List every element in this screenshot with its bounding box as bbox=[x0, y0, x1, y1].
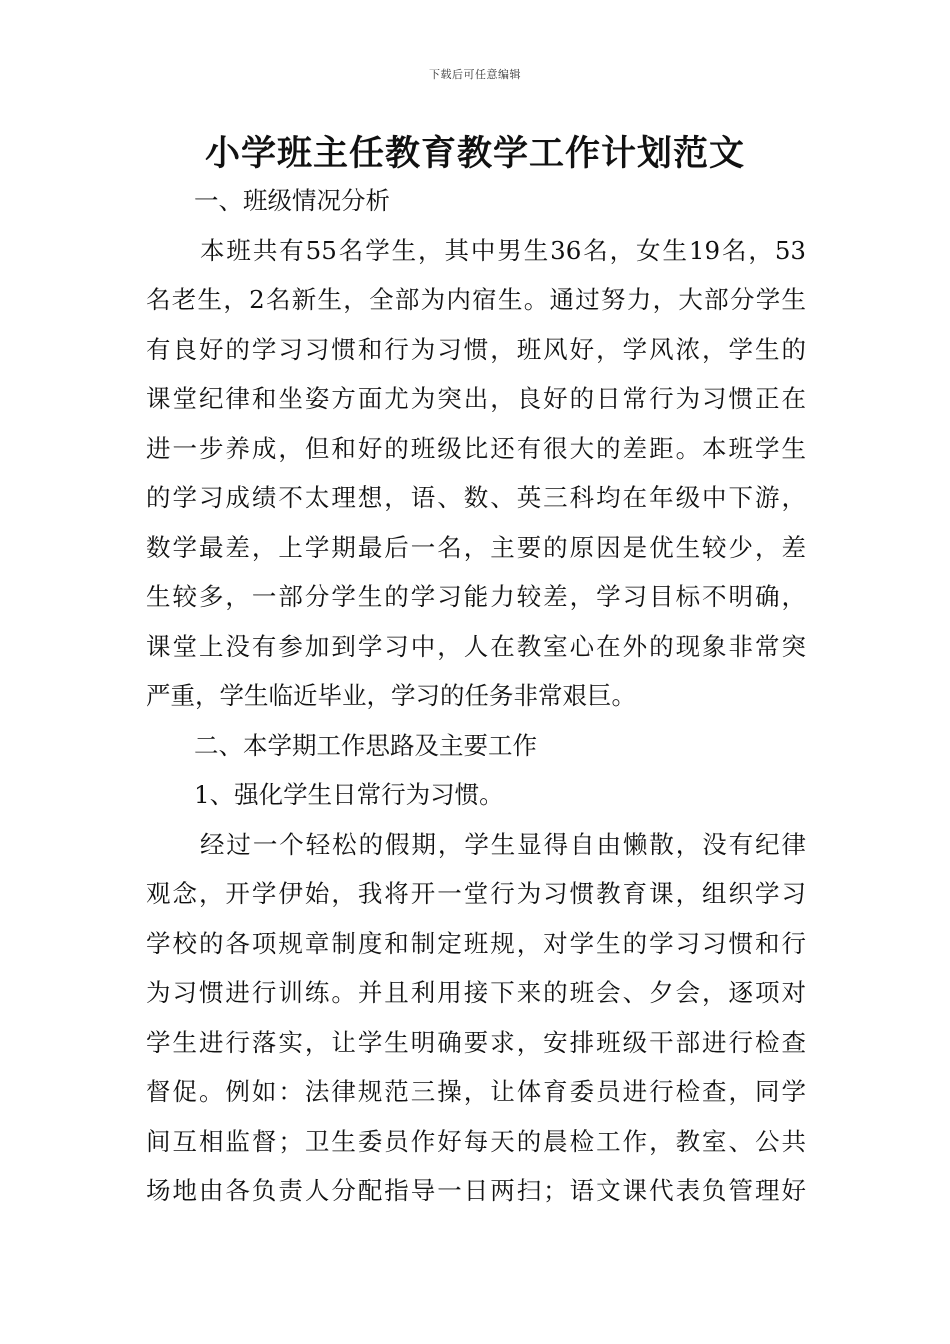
paragraph-line: 课堂纪律和坐姿方面尤为突出，良好的日常行为习惯正在 bbox=[146, 384, 806, 413]
paragraph-line: 经过一个轻松的假期，学生显得自由懒散，没有纪律 bbox=[200, 829, 806, 859]
document-title: 小学班主任教育教学工作计划范文 bbox=[204, 133, 745, 174]
paragraph-line: 学校的各项规章制度和制定班规，对学生的学习习惯和行 bbox=[146, 928, 806, 958]
paragraph-line: 观念，开学伊始，我将开一堂行为习惯教育课，组织学习 bbox=[146, 879, 806, 908]
paragraph-line: 本班共有55名学生，其中男生36名，女生19名，53 bbox=[200, 235, 806, 265]
paragraph-line: 进一步养成，但和好的班级比还有很大的差距。本班学生 bbox=[146, 433, 806, 463]
header-note: 下载后可任意编辑 bbox=[429, 68, 521, 81]
paragraph-line: 间互相监督；卫生委员作好每天的晨检工作，教室、公共 bbox=[146, 1126, 806, 1156]
paragraph-line: 有良好的学习习惯和行为习惯，班风好，学风浓，学生的 bbox=[146, 334, 806, 364]
subsection-heading-1: 1、强化学生日常行为习惯。 bbox=[194, 780, 504, 809]
section-heading-2: 二、本学期工作思路及主要工作 bbox=[194, 730, 537, 760]
paragraph-line: 督促。例如：法律规范三操，让体育委员进行检查，同学 bbox=[146, 1077, 806, 1106]
paragraph-line: 的学习成绩不太理想，语、数、英三科均在年级中下游， bbox=[146, 483, 806, 512]
paragraph-line: 严重，学生临近毕业，学习的任务非常艰巨。 bbox=[146, 681, 636, 710]
paragraph-line: 名老生，2名新生，全部为内宿生。通过努力，大部分学生 bbox=[146, 285, 806, 314]
paragraph-line: 课堂上没有参加到学习中，人在教室心在外的现象非常突 bbox=[146, 631, 806, 661]
paragraph-line: 学生进行落实，让学生明确要求，安排班级干部进行检查 bbox=[146, 1027, 806, 1057]
document-body bbox=[146, 176, 806, 1216]
paragraph-line: 生较多，一部分学生的学习能力较差，学习目标不明确， bbox=[146, 582, 806, 611]
section-heading-1: 一、班级情况分析 bbox=[194, 186, 390, 215]
paragraph-line: 数学最差，上学期最后一名，主要的原因是优生较少，差 bbox=[146, 532, 806, 562]
paragraph-line: 场地由各负责人分配指导一日两扫；语文课代表负管理好 bbox=[146, 1176, 806, 1205]
paragraph-line: 为习惯进行训练。并且利用接下来的班会、夕会，逐项对 bbox=[146, 978, 806, 1007]
